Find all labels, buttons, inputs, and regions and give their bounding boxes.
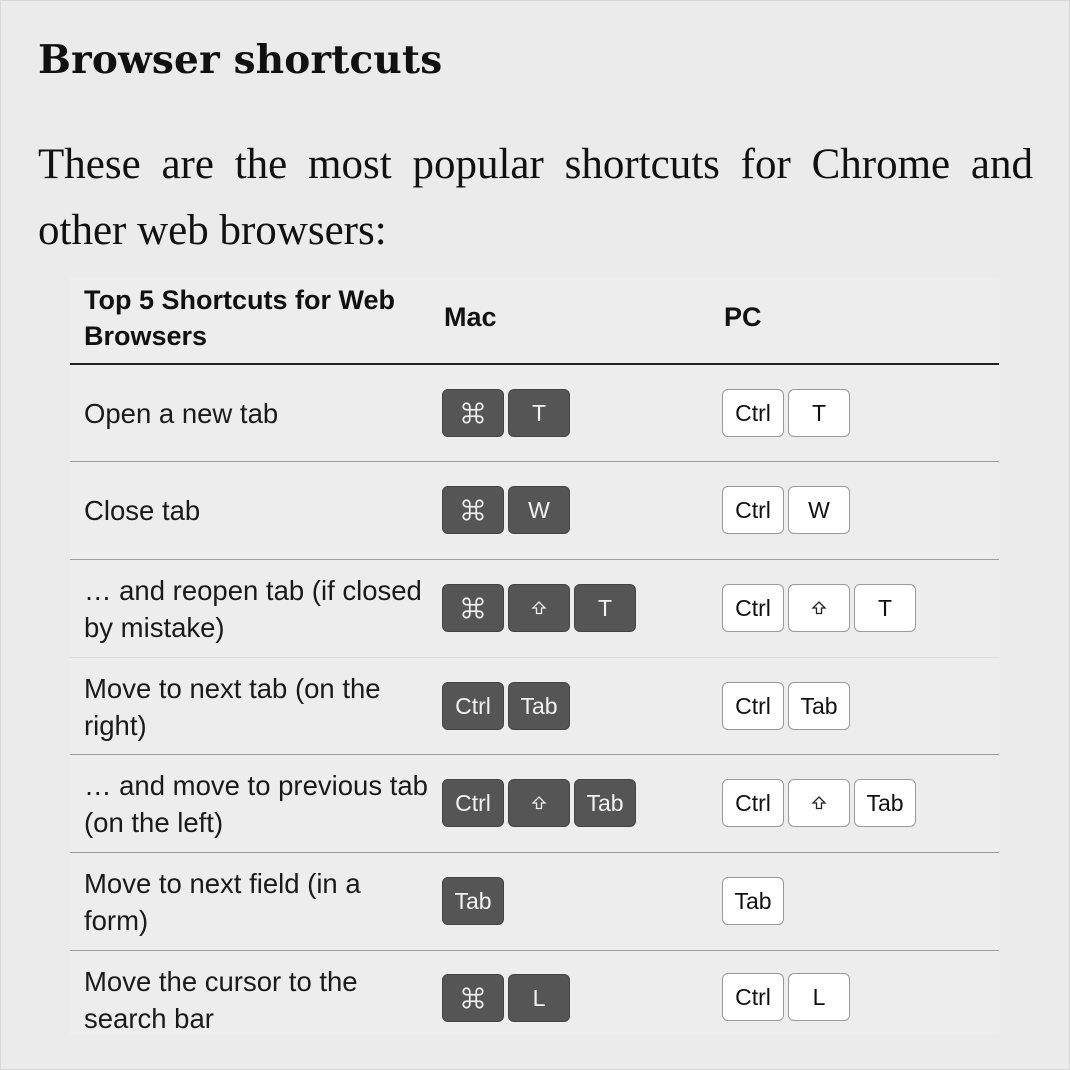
key-tab: Tab [508, 682, 570, 730]
key-t: T [854, 584, 916, 632]
table-row [70, 853, 999, 951]
key-ctrl: Ctrl [442, 779, 504, 827]
shift-key [508, 779, 570, 827]
key-tab: Tab [442, 877, 504, 925]
table-row [70, 755, 999, 853]
pc-keys [722, 584, 916, 632]
header-action: Top 5 Shortcuts for Web Browsers [84, 285, 396, 351]
command-icon [460, 497, 486, 523]
key-ctrl: Ctrl [722, 973, 784, 1021]
key-t: T [508, 389, 570, 437]
mac-keys [442, 584, 636, 632]
key-tab: Tab [854, 779, 916, 827]
header-mac: Mac [444, 302, 497, 332]
key-t: T [574, 584, 636, 632]
key-tab: Tab [574, 779, 636, 827]
page-title: Browser shortcuts [38, 37, 443, 83]
shortcut-action: … and move to previous tab (on the left) [84, 770, 428, 838]
pc-keys [722, 682, 850, 730]
shift-key [788, 779, 850, 827]
key-l: L [508, 974, 570, 1022]
key-ctrl: Ctrl [722, 584, 784, 632]
shortcut-action: Close tab [84, 495, 201, 526]
pc-keys [722, 877, 784, 925]
mac-keys [442, 877, 504, 925]
key-ctrl: Ctrl [722, 682, 784, 730]
shift-icon [811, 600, 827, 616]
command-icon [460, 400, 486, 426]
table-header [70, 277, 999, 365]
table-row [70, 462, 999, 560]
pc-keys [722, 779, 916, 827]
shift-icon [531, 600, 547, 616]
command-icon [460, 595, 486, 621]
mac-keys [442, 974, 570, 1022]
command-key [442, 389, 504, 437]
key-ctrl: Ctrl [722, 779, 784, 827]
table-row [70, 365, 999, 462]
key-ctrl: Ctrl [722, 486, 784, 534]
table-row [70, 951, 999, 1035]
shortcut-action: Move to next tab (on the right) [84, 673, 381, 741]
table-row [70, 658, 999, 755]
shift-icon [531, 795, 547, 811]
key-t: T [788, 389, 850, 437]
pc-keys [722, 389, 850, 437]
mac-keys [442, 389, 570, 437]
command-key [442, 486, 504, 534]
intro-paragraph: These are the most popular shortcuts for Chrome and other web browsers: [38, 141, 1033, 254]
pc-keys [722, 486, 850, 534]
shift-key [508, 584, 570, 632]
key-tab: Tab [788, 682, 850, 730]
shift-key [788, 584, 850, 632]
table-body [70, 365, 999, 1035]
mac-keys [442, 486, 570, 534]
command-key [442, 584, 504, 632]
shortcut-action: Move the cursor to the search bar [84, 966, 358, 1034]
header-pc: PC [724, 302, 762, 332]
key-l: L [788, 973, 850, 1021]
key-w: W [508, 486, 570, 534]
mac-keys [442, 682, 570, 730]
shift-icon [811, 795, 827, 811]
key-w: W [788, 486, 850, 534]
command-icon [460, 985, 486, 1011]
key-tab: Tab [722, 877, 784, 925]
shortcuts-table [70, 277, 999, 1035]
shortcut-action: … and reopen tab (if closed by mistake) [84, 575, 422, 643]
key-ctrl: Ctrl [722, 389, 784, 437]
mac-keys [442, 779, 636, 827]
table-row [70, 560, 999, 658]
shortcut-action: Open a new tab [84, 398, 279, 429]
shortcut-action: Move to next field (in a form) [84, 868, 361, 936]
key-ctrl: Ctrl [442, 682, 504, 730]
command-key [442, 974, 504, 1022]
pc-keys [722, 973, 850, 1021]
